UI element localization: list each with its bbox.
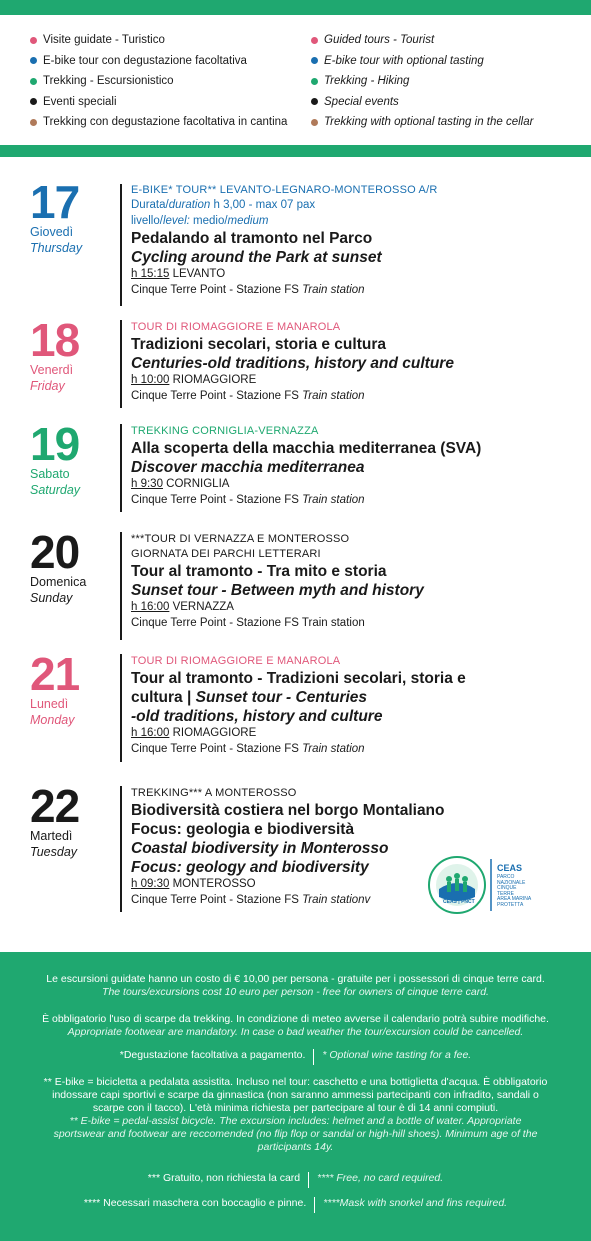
event-category: E-BIKE* TOUR** LEVANTO-LEGNARO-MONTEROSSO A/R: [131, 184, 438, 196]
event-date: [30, 176, 120, 256]
ceas-logo: [427, 855, 587, 915]
date-number: 21: [30, 648, 80, 700]
legend-item: Trekking with optional tasting in the cellar: [311, 112, 533, 133]
legend-italian: [30, 30, 287, 133]
pink-dot-icon: [311, 37, 318, 44]
event-title-en: Sunset tour - Between myth and history: [131, 582, 424, 599]
snorkel-note: **** Necessari maschera con boccaglio e pinne. ****Mask with snorkel and fins required.: [0, 1197, 591, 1213]
vertical-divider: [120, 532, 122, 640]
event-content: [131, 320, 571, 404]
day-name: Domenica: [30, 575, 87, 589]
info-footer: [0, 952, 591, 1241]
event-date: [30, 418, 120, 498]
event-category: TOUR DI RIOMAGGIORE E MANAROLA: [131, 321, 341, 333]
event-time-place: h 10:00 RIOMAGGIORE: [131, 374, 257, 386]
event-title-en: Discover macchia mediterranea: [131, 459, 365, 476]
event-title-en: Centuries-old traditions, history and culture: [131, 355, 454, 372]
event-time-place: h 15:15 LEVANTO: [131, 268, 226, 280]
day-name-en: Monday: [30, 713, 75, 727]
black-dot-icon: [30, 98, 37, 105]
event-time-place: h 9:30 CORNIGLIA: [131, 478, 230, 490]
event-title: Pedalando al tramonto nel Parco: [131, 230, 373, 247]
event-meeting-point: Cinque Terre Point - Stazione FS Train station: [131, 742, 365, 755]
vertical-divider: [120, 424, 122, 512]
free-note: *** Gratuito, non richiesta la card **** Free, no card required.: [0, 1172, 591, 1188]
ebike-info: ** E-bike = bicicletta a pedalata assistita. Incluso nel tour: caschetto e una bottiglietta d'acqua. È obbligatorio indossare capi sportivi e scarpe da ginnastica (non saranno ammessi partecipanti con infradito, sandali o scarpe con il tacco). L'età minima richiesta per partecipare al tour è di 14 anni compiuti. ** E-bike = pedal-assist bicycle. The excursion includes: helmet and a bottle of water. Appropriate sportswear and footwear are reccomended (no flip flop or sandal or high-hill shoes). Minimum age of the participants 14y.: [43, 1076, 548, 1153]
green-dot-icon: [30, 78, 37, 85]
date-number: 17: [30, 176, 80, 228]
event-title: Alla scoperta della macchia mediterranea (SVA): [131, 440, 482, 457]
event-meeting-point: Cinque Terre Point - Stazione FS Train stationv: [131, 893, 371, 906]
event-date: [30, 780, 120, 860]
event-subcategory: GIORNATA DEI PARCHI LETTERARI: [131, 548, 321, 560]
event-time-place: h 16:00 VERNAZZA: [131, 601, 234, 613]
event-date: [30, 526, 120, 606]
event-level: livello/level: medio/medium: [131, 214, 269, 227]
event-date: [30, 314, 120, 394]
event-content: [131, 654, 571, 757]
vertical-divider: [120, 184, 122, 306]
black-dot-icon: [311, 98, 318, 105]
vertical-divider: [120, 786, 122, 912]
ceas-logo-title: CEAS: [497, 863, 523, 873]
event-meeting-point: Cinque Terre Point - Stazione FS Train station: [131, 493, 365, 506]
legend-item: Special events: [311, 92, 533, 113]
event-meeting-point: Cinque Terre Point - Stazione FS Train station: [131, 283, 365, 296]
event-date: [30, 648, 120, 728]
event-content: [131, 424, 571, 508]
legend-item: Trekking con degustazione facoltativa in cantina: [30, 112, 287, 133]
date-number: 20: [30, 526, 80, 578]
event-time-place: h 16:00 RIOMAGGIORE: [131, 727, 257, 739]
date-number: 22: [30, 780, 80, 832]
event-category: TOUR DI RIOMAGGIORE E MANAROLA: [131, 655, 341, 667]
day-name-en: Sunday: [30, 591, 73, 605]
event-title-en-line2: Focus: geology and biodiversity: [131, 859, 369, 876]
event-category: TREKKING*** A MONTEROSSO: [131, 787, 297, 799]
vertical-divider: [120, 320, 122, 408]
footwear-info: È obbligatorio l'uso di scarpe da trekking. In condizione di meteo avverse il calendario potrà subire modifiche. Appropriate footwear are mandatory. In case o bad weather the tour/excursion could be cancelled.: [42, 1013, 549, 1038]
event-meeting-point: Cinque Terre Point - Stazione FS Train station: [131, 616, 365, 629]
tasting-note: *Degustazione facoltativa a pagamento. * Optional wine tasting for a fee.: [0, 1049, 591, 1065]
event-title: Tour al tramonto - Tra mito e storia: [131, 563, 387, 580]
brown-dot-icon: [30, 119, 37, 126]
day-name: Giovedì: [30, 225, 74, 239]
event-content: [131, 532, 571, 631]
event-title-en: Coastal biodiversity in Monterosso: [131, 840, 389, 857]
day-name-en: Saturday: [30, 483, 81, 497]
blue-dot-icon: [311, 57, 318, 64]
legend-item: E-bike tour with optional tasting: [311, 51, 533, 72]
legend-item: Guided tours - Tourist: [311, 30, 533, 51]
top-color-bar: [0, 0, 591, 15]
legend-item: Visite guidate - Turistico: [30, 30, 287, 51]
day-name: Venerdì: [30, 363, 74, 377]
event-title-line2: Focus: geologia e biodiversità: [131, 821, 355, 838]
event-title-line2: cultura | Sunset tour - Centuries: [131, 689, 368, 706]
event-category: TREKKING CORNIGLIA-VERNAZZA: [131, 425, 319, 437]
day-name-en: Friday: [30, 379, 65, 393]
ceas-logo-subtitle: PARCO NAZIONALE CINQUE TERRE AREA MARINA PROTETTA: [497, 874, 532, 908]
day-name-en: Thursday: [30, 241, 83, 255]
event-title: Biodiversità costiera nel borgo Montaliano: [131, 802, 445, 819]
event-duration: Durata/duration h 3,00 - max 07 pax: [131, 199, 316, 211]
legend-item: Trekking - Hiking: [311, 71, 533, 92]
date-number: 18: [30, 314, 80, 366]
day-name-en: Tuesday: [30, 845, 78, 859]
legend-english: [311, 30, 533, 133]
event-title-en: -old traditions, history and culture: [131, 708, 383, 725]
event-category: ***TOUR DI VERNAZZA E MONTEROSSO: [131, 533, 350, 545]
date-number: 19: [30, 418, 80, 470]
day-name: Lunedì: [30, 697, 69, 711]
pink-dot-icon: [30, 37, 37, 44]
brown-dot-icon: [311, 119, 318, 126]
day-name: Sabato: [30, 467, 70, 481]
ceas-badge-text: CEAS | PNCT: [443, 899, 475, 905]
event-time-place: h 09:30 MONTEROSSO: [131, 878, 256, 890]
legend-item: Trekking - Escursionistico: [30, 71, 287, 92]
event-title: Tradizioni secolari, storia e cultura: [131, 336, 386, 353]
legend-item: E-bike tour con degustazione facoltativa: [30, 51, 287, 72]
event-title: Tour al tramonto - Tradizioni secolari, storia e: [131, 670, 466, 687]
event-meeting-point: Cinque Terre Point - Stazione FS Train station: [131, 389, 365, 402]
day-name: Martedì: [30, 829, 73, 843]
blue-dot-icon: [30, 57, 37, 64]
divider-color-bar: [0, 145, 591, 157]
legend-item: Eventi speciali: [30, 92, 287, 113]
price-info: Le escursioni guidate hanno un costo di € 10,00 per persona - gratuite per i possessori di cinque terre card. The tours/excursions cost 10 euro per person - free for owners of cinque terre card.: [46, 973, 545, 998]
green-dot-icon: [311, 78, 318, 85]
vertical-divider: [120, 654, 122, 762]
event-content: [131, 183, 571, 298]
event-title-en: Cycling around the Park at sunset: [131, 249, 382, 266]
